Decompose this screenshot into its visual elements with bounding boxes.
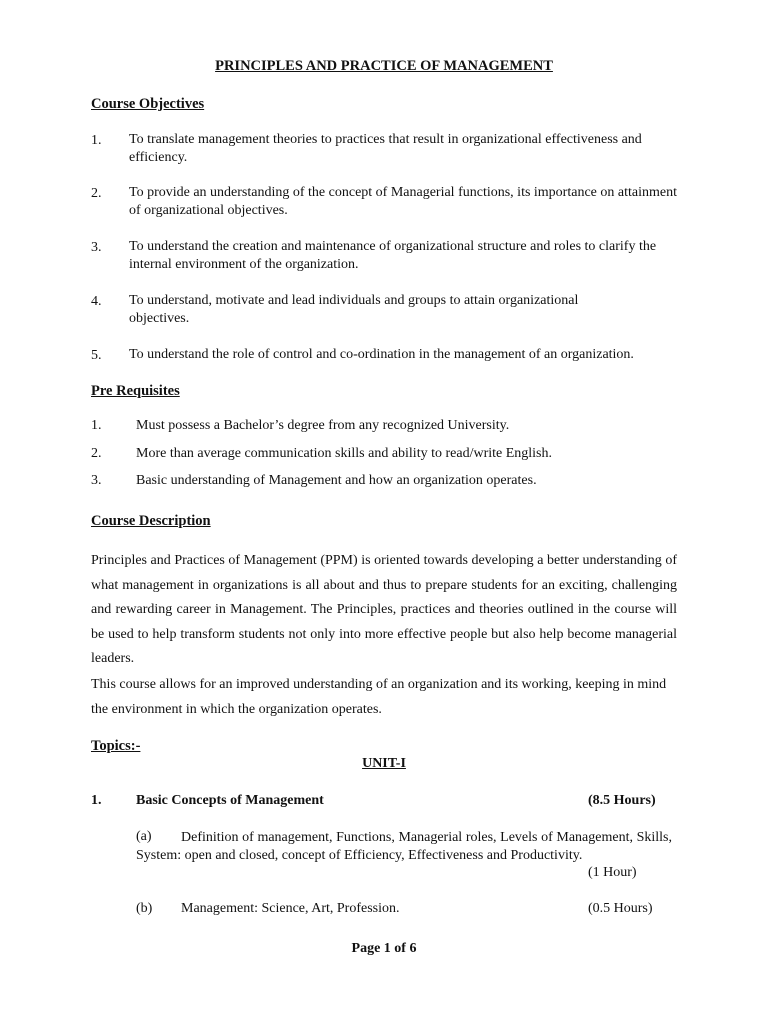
page-number: Page 1 of 6 [351,941,417,956]
subtopic-label: (a) [136,829,152,844]
description-paragraph: This course allows for an improved understanding of an organization and its working, keeping in mind the environment in which the organization operates. [91,677,667,717]
prerequisite-text: Must possess a Bachelor’s degree from any recognized University. [136,418,510,433]
subtopic-text: Definition of management, Functions, Managerial roles, Levels of Management, Skills, System: open and closed, concept of Efficiency, Effectiveness and Productivity. [136,830,672,863]
objective-number: 3. [91,240,102,255]
prerequisite-number: 2. [91,446,102,461]
document-title: PRINCIPLES AND PRACTICE OF MANAGEMENT [215,58,553,74]
subtopic-label: (b) [136,901,153,916]
objective-text: To understand the role of control and co-ordination in the management of an organization. [129,347,634,362]
section-title: Basic Concepts of Management [136,793,324,808]
section-number: 1. [91,793,102,808]
prerequisite-number: 3. [91,473,102,488]
objective-text: To translate management theories to practices that result in organizational effectiveness and efficiency. [129,132,642,165]
description-heading: Course Description [91,513,211,529]
prerequisite-text: Basic understanding of Management and how an organization operates. [136,473,537,488]
objective-number: 2. [91,186,102,201]
subtopic-hours: (1 Hour) [588,865,637,880]
objective-number: 1. [91,133,102,148]
topics-heading: Topics:- [91,738,141,754]
objective-number: 5. [91,348,102,363]
section-hours: (8.5 Hours) [588,793,656,808]
subtopic-text: Management: Science, Art, Profession. [181,901,400,916]
objectives-heading: Course Objectives [91,96,205,112]
unit-heading: UNIT-I [362,756,406,771]
prerequisite-number: 1. [91,418,102,433]
subtopic-hours: (0.5 Hours) [588,901,653,916]
objective-number: 4. [91,294,102,309]
prerequisite-text: More than average communication skills and ability to read/write English. [136,446,553,461]
objective-text: To understand the creation and maintenance of organizational structure and roles to clarify the internal environment of the organization. [129,239,657,272]
objective-text: To understand, motivate and lead individuals and groups to attain organizational objectives. [129,293,579,326]
objective-text: To provide an understanding of the concept of Managerial functions, its importance on attainment of organizational objectives. [129,185,677,218]
description-paragraph: Principles and Practices of Management (PPM) is oriented towards developing a better understanding of what management in organizations is all about and thus to prepare students for an exciting, challenging and rewarding career in Management. The Principles, practices and theories outlined in the course will be used to help transform students not only into more effective people but also help become managerial leaders. [91,553,677,666]
prerequisites-heading: Pre Requisites [91,383,180,399]
